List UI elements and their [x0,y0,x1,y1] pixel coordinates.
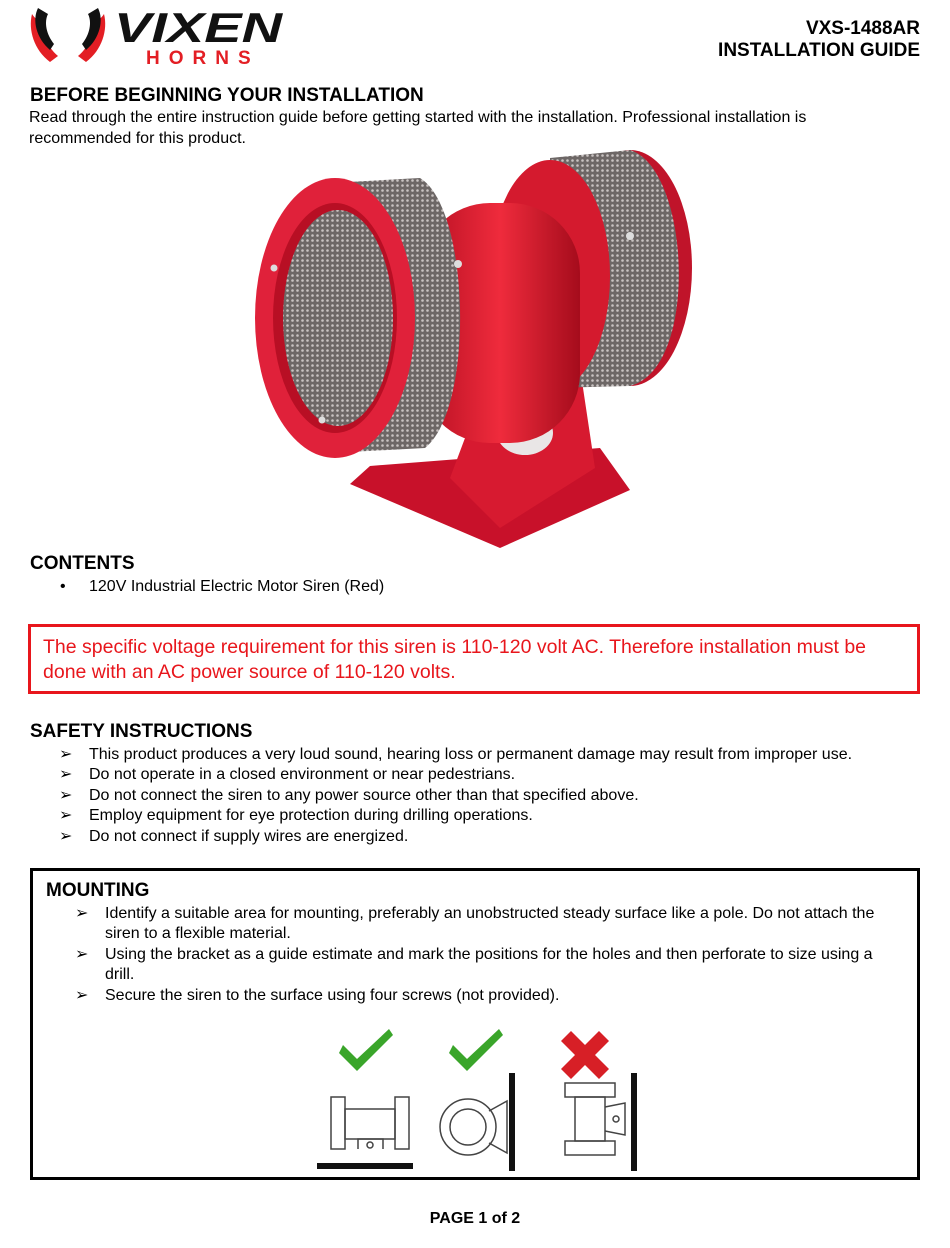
arrow-bullet-icon: ➢ [59,766,73,784]
before-text: Read through the entire instruction guide before getting started with the installation. Professional installation is recommended for this product. [29,109,807,147]
list-item: ➢ This product produces a very loud sound, hearing loss or permanent damage may result from improper use. [89,745,919,765]
model-number: VXS-1488AR [805,18,920,39]
arrow-bullet-icon: ➢ [59,807,73,825]
arrow-bullet-icon: ➢ [59,746,73,763]
list-item: ➢ Do not connect if supply wires are energized. [89,827,919,847]
safety-heading: SAFETY INSTRUCTIONS [30,721,253,742]
check-icon [449,1029,503,1071]
cross-icon [561,1031,609,1079]
check-icon [339,1029,393,1071]
wall-surface [509,1073,515,1171]
list-item: ➢ Employ equipment for eye protection during drilling operations. [89,806,919,826]
document-title: INSTALLATION GUIDE [718,40,920,61]
safety-list [59,745,919,847]
before-heading: BEFORE BEGINNING YOUR INSTALLATION [30,85,424,106]
mounting-diagrams [313,1023,673,1173]
arrow-bullet-icon: ➢ [75,905,89,922]
arrow-bullet-icon: ➢ [59,827,73,845]
mounting-list [75,904,905,1006]
list-item: ➢ Do not connect the siren to any power source other than that specified above. [89,786,919,806]
wall-end-mount-diagram [440,1099,507,1155]
list-item: ➢ Identify a suitable area for mounting, preferably an unobstructed steady surface like a pole. Do not attach the siren to a flexible material. [75,905,875,943]
horns-emblem-icon [31,8,105,62]
mounting-box [30,868,920,1180]
mounting-heading: MOUNTING [46,880,150,901]
wall-side-mount-diagram [565,1083,625,1155]
floor-surface [317,1163,413,1169]
list-item: ➢ Using the bracket as a guide estimate and mark the positions for the holes and then perforate to size using a drill. [75,945,873,984]
arrow-bullet-icon: ➢ [59,786,73,804]
voltage-warning-text: The specific voltage requirement for this siren is 110-120 volt AC. Therefore installation must be done with an AC power source of 110-120 volts. [43,636,867,683]
list-item: ➢ Do not operate in a closed environment or near pedestrians. [89,765,919,785]
contents-list [60,577,889,597]
list-item: • 120V Industrial Electric Motor Siren (Red) [89,577,889,597]
siren-product-image [250,148,700,550]
bullet-dot-icon: • [60,578,66,595]
page-number: PAGE 1 of 2 [429,1210,521,1227]
wall-surface [631,1073,637,1171]
floor-mount-diagram [331,1097,409,1149]
list-item: ➢ Secure the siren to the surface using four screws (not provided). [105,986,905,1006]
logo-wordmark-top: VIXEN [114,4,285,51]
logo-wordmark-bottom: HORNS [146,48,260,68]
contents-heading: CONTENTS [30,553,135,574]
arrow-bullet-icon: ➢ [75,945,89,963]
voltage-warning-box [28,624,920,694]
arrow-bullet-icon: ➢ [75,986,89,1004]
vixen-horns-logo [28,2,288,68]
